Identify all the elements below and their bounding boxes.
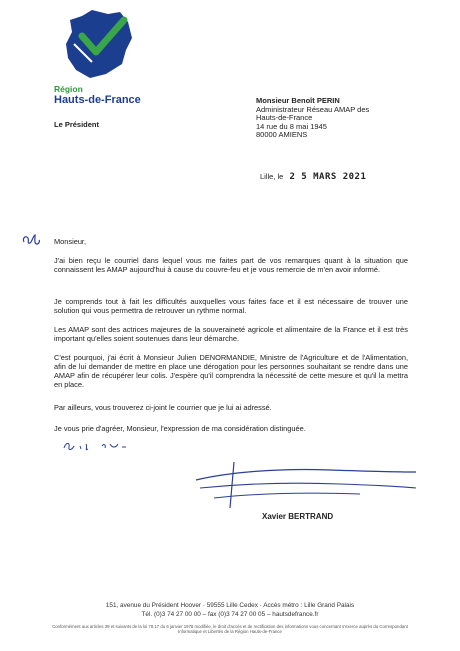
letter-closing: Je vous prie d'agréer, Monsieur, l'expression de ma considération distinguée.: [54, 424, 306, 433]
recipient-name: Monsieur Benoît PERIN: [256, 96, 340, 105]
region-name-line1: Région: [54, 84, 83, 94]
signatory-name: Xavier BERTRAND: [262, 512, 334, 521]
salutation: Monsieur,: [54, 237, 87, 246]
recipient-line: Administrateur Réseau AMAP des: [256, 104, 370, 114]
recipient-line: 80000 AMIENS: [256, 130, 308, 140]
recipient-line: Hauts-de-France: [256, 113, 313, 123]
letter-paragraph: C'est pourquoi, j'ai écrit à Monsieur Julien DENORMANDIE, Ministre de l'Agriculture et de l'Alimentation, afin de lui demander de mettre en place une dérogation pour les personnes souhaitant se rendre dans une AMAP afin de récupérer leur colis. J'espère qu'il comprendra la nécessité de cette mesure et qu'il la mettra en place.: [54, 353, 408, 390]
footer-contact: Tél. (0)3 74 27 00 00 – fax (0)3 74 27 00 05 – hautsdefrance.fr: [141, 611, 319, 618]
recipient-line: 14 rue du 8 mai 1945: [256, 121, 327, 131]
recipient-address: [256, 97, 406, 140]
footer-address: 151, avenue du Président Hoover · 59555 Lille Cedex · Accès métro : Lille Grand Palais: [105, 602, 355, 609]
letter-date: [260, 172, 366, 182]
region-name-line2: Hauts-de-France: [54, 94, 141, 106]
date-stamp: 2 5 MARS 2021: [289, 172, 367, 182]
letter-paragraph: Par ailleurs, vous trouverez ci-joint le courrier que je lui ai adressé.: [54, 403, 272, 412]
letter-paragraph: Les AMAP sont des actrices majeures de la souveraineté agricole et alimentaire de la France et il est très important qu'elles soient soutenues dans leur démarche.: [54, 325, 408, 344]
letter-paragraph: J'ai bien reçu le courriel dans lequel vous me faites part de vos remarques quant à la situation que connaissent les AMAP aujourd'hui à cause du couvre-feu et je vous remercie de m'en avoir informé.: [54, 256, 408, 275]
letter-paragraph: Je comprends tout à fait les difficultés auxquelles vous faites face et il est nécessaire de trouver une solution qui vous permettra de retrouver un rythme normal.: [54, 297, 408, 316]
sender-title: Le Président: [54, 120, 100, 129]
signature-icon: [190, 458, 422, 514]
region-logo: [62, 8, 136, 80]
handwritten-mark: [20, 232, 42, 248]
handwritten-note: [62, 438, 132, 454]
date-place: Lille, le: [260, 172, 284, 181]
footer-legal: Conformément aux articles 39 et suivants de la loi 78.17 du 6 janvier 1978 modifiée, le droit d'accès et de rectification des informations vous concernant s'exerce auprès du Correspondant Informatique et Libertés de la Région Hauts-de-France: [52, 624, 408, 635]
